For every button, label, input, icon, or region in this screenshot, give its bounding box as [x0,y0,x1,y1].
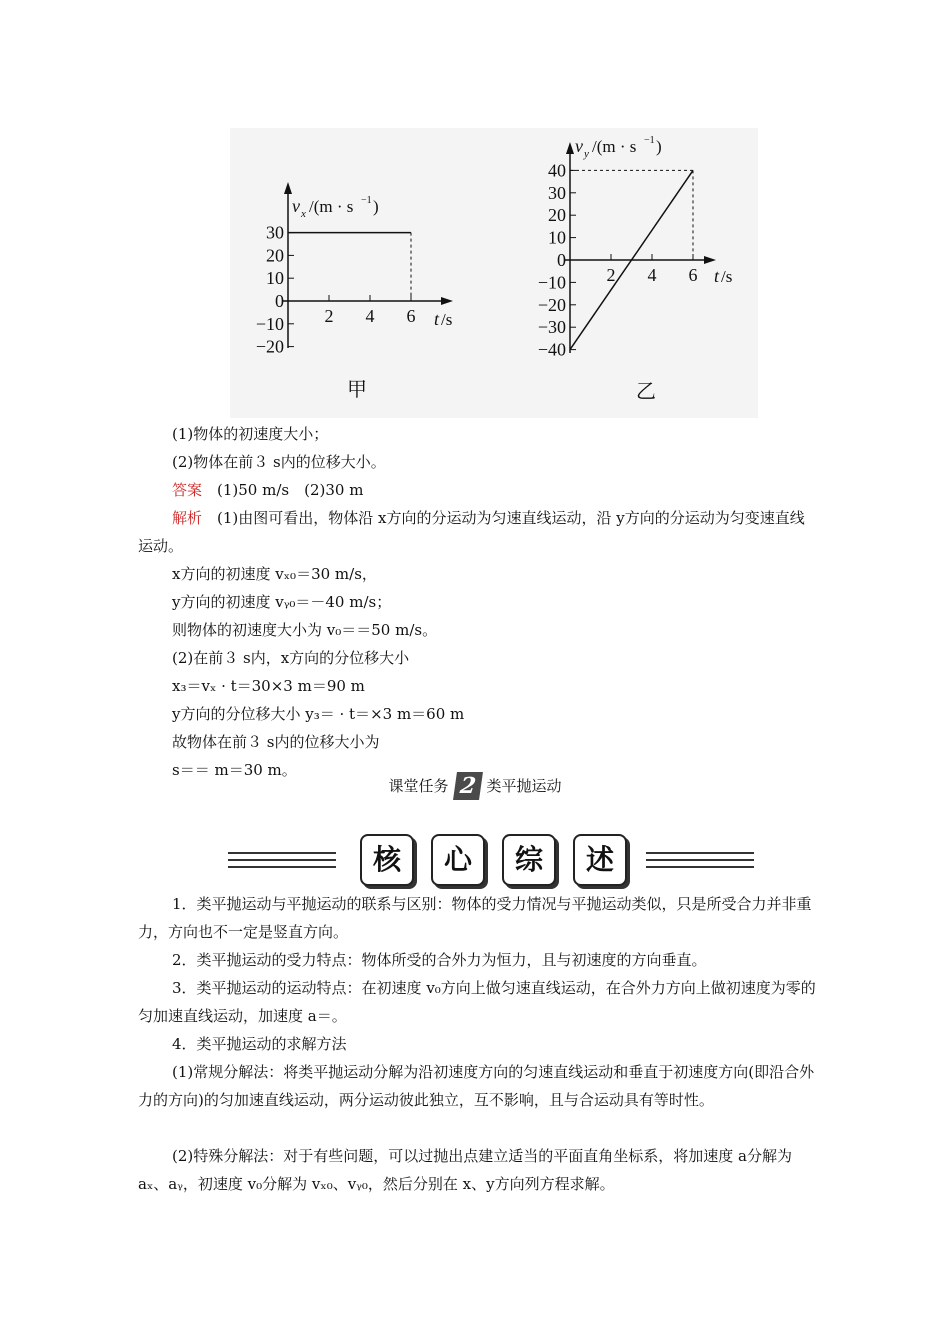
left-xlabel-unit: /s [441,310,453,329]
analysis-line-7: 故物体在前３ s内的位移大小为 [172,733,380,751]
body-paragraph-3: 3．类平抛运动的运动特点：在初速度 v₀方向上做匀速直线运动，在合外力方向上做初速度为零的匀加速直线运动，加速度 a＝。 [138,979,816,1025]
banner-rule-left-2 [228,859,336,861]
chart-left [256,182,453,401]
body-paragraph-1: 1．类平抛运动与平抛运动的联系与区别：物体的受力情况与平抛运动类似，只是所受合力并非重力，方向也不一定是竖直方向。 [138,895,812,941]
task-prefix: 课堂任务 [388,777,449,795]
analysis-p1: (1)由图可看出，物体沿 x方向的分运动为匀速直线运动，沿 y方向的分运动为匀变速直线运动。 [138,509,805,555]
right-axis-v: v [575,136,583,156]
right-axis-sub: y [584,148,589,160]
right-ytick-label: −20 [537,294,566,315]
right-xtick-label: 6 [688,265,698,285]
right-xtick-label: 2 [606,265,616,285]
analysis-line-8: s＝＝ m＝30 m。 [172,761,297,779]
right-y-arrow [566,142,574,154]
right-ytick-label: −30 [537,317,566,338]
left-axis-close: ) [373,197,379,216]
banner-tile-2: 心 [431,834,485,886]
right-ytick-label: −40 [537,339,566,360]
left-caption: 甲 [347,379,367,401]
body-paragraph-6: (2)特殊分解法：对于有些问题，可以过抛出点建立适当的平面直角坐标系，将加速度 a分解为 aₓ、aᵧ，初速度 v₀分解为 vₓ₀、vᵧ₀，然后分别在 x、y方向列方程求解。 [138,1147,792,1193]
left-ytick-label: 0 [275,291,284,311]
analysis-line-5: x₃＝vₓ · t＝30×3 m＝90 m [172,677,365,695]
right-axis-exp: −1 [644,135,655,146]
right-ytick-label: 10 [548,227,566,248]
analysis-paragraph-1 [138,504,818,560]
answer-line [172,476,363,504]
banner-rule-left-3 [228,866,336,868]
left-xlabel-t: t [434,309,440,329]
core-summary-banner [228,830,758,890]
right-ytick-label: −10 [537,272,566,293]
analysis-line-3: 则物体的初速度大小为 v₀＝＝50 m/s。 [172,621,438,639]
right-ytick-label: 40 [548,160,566,181]
right-xlabel-unit: /s [721,267,733,286]
banner-rule-left-1 [228,852,336,854]
analysis-line-1: x方向的初速度 vₓ₀＝30 m/s， [172,565,377,583]
left-y-arrow [284,182,292,194]
right-ytick-label: 30 [548,182,566,203]
left-xtick-label: 2 [324,306,334,326]
left-ytick-label: 10 [266,268,284,289]
left-ytick-label: 30 [266,222,284,243]
right-xtick-label: 4 [647,265,657,285]
left-axis-v: v [292,196,300,216]
left-ytick-label: −20 [255,336,284,357]
banner-tile-1: 核 [360,834,414,886]
left-ytick-label: 20 [266,245,284,266]
left-x-arrow [441,297,453,305]
analysis-line-6: y方向的分位移大小 y₃＝ · t＝×3 m＝60 m [172,705,465,723]
analysis-line-4: (2)在前３ s内，x方向的分位移大小 [172,649,410,667]
banner-rule-right-1 [646,852,754,854]
body-paragraph-4: 4．类平抛运动的求解方法 [172,1035,347,1053]
analysis-label: 解析 [172,509,203,527]
body-paragraph-2: 2．类平抛运动的受力特点：物体所受的合外力为恒力，且与初速度的方向垂直。 [172,951,707,969]
body-paragraph-5: (1)常规分解法：将类平抛运动分解为沿初速度方向的匀速直线运动和垂直于初速度方向(即沿合外力的方向)的匀加速直线运动，两分运动彼此独立，互不影响，且与合运动具有等时性。 [138,1063,815,1109]
task-title: 类平抛运动 [486,777,562,795]
figure-svg [230,128,758,418]
left-ytick-label: −10 [255,313,284,334]
left-xtick-label: 6 [406,306,416,326]
left-xtick-label: 4 [365,306,375,326]
right-x-arrow [704,256,716,264]
left-axis-sub: x [301,208,306,220]
answer-text: (1)50 m/s (2)30 m [202,481,364,499]
answer-label: 答案 [172,481,203,499]
question-1: (1)物体的初速度大小； [172,425,329,443]
left-axis-unit: /(m · s [309,197,354,216]
chart-right [538,135,733,403]
right-axis-unit: /(m · s [592,137,637,156]
question-2: (2)物体在前３ s内的位移大小。 [172,453,386,471]
right-ytick-label: 20 [548,205,566,226]
right-axis-close: ) [656,137,662,156]
right-caption: 乙 [636,381,656,403]
task-number-badge: 2 [453,772,483,800]
velocity-time-figures [230,128,758,418]
left-axis-exp: −1 [361,195,372,206]
right-xlabel-t: t [714,266,720,286]
right-ytick-label: 0 [557,250,566,270]
banner-rule-right-2 [646,859,754,861]
banner-rule-right-3 [646,866,754,868]
banner-tile-4: 述 [573,834,627,886]
banner-tile-3: 综 [502,834,556,886]
analysis-line-2: y方向的初速度 vᵧ₀＝－40 m/s； [172,593,392,611]
task-heading [0,770,950,802]
